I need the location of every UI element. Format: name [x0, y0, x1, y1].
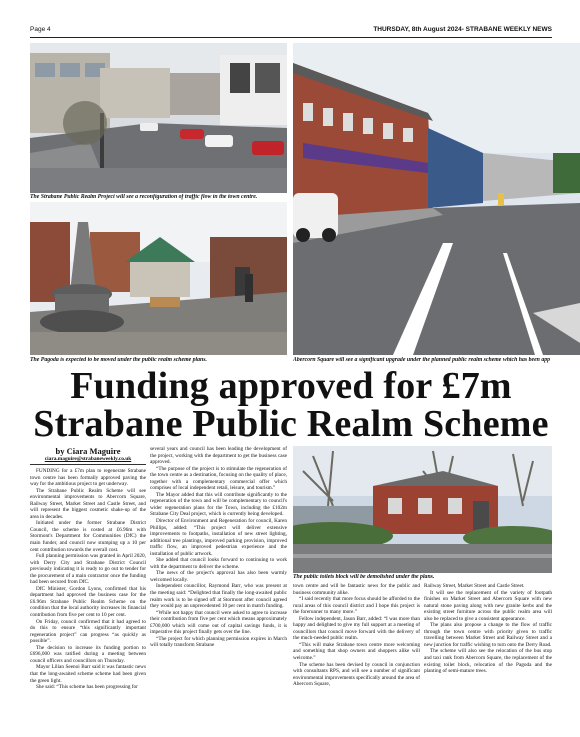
- caption-town-centre-street: The Strabane Public Realm Project will see a reconfiguration of traffic flow in the town centre.: [30, 194, 258, 200]
- paragraph: The plans also propose a change to the flow of traffic through the town centre with priority given to traffic travelling between Market Street and Railway Street and a new junction for traffic wishing to turn onto the Derry Road.: [424, 622, 552, 648]
- paragraph: The decision to increase its funding portion to £696,000 was ratified during a meeting between council officers and councillors on Thursday.: [30, 644, 146, 664]
- paragraph: “This will make Strabane town centre more welcoming and something that shop owners and shoppers alike will welcome.”: [293, 641, 420, 662]
- paragraph: FUNDING for a £7m plan to regenerate Strabane town centre has been formally approved paving the way for the ambitious project to get underway.: [30, 468, 146, 488]
- paragraph: On Friday, council confirmed that it had agreed to do this to ensure “this significantly important regeneration project” can progress “as quickly as possible”.: [30, 618, 146, 645]
- photo-abercorn-square: [293, 43, 580, 355]
- paragraph: several years and council has been leading the development of the project, working with the department to get the business case approved.: [150, 446, 287, 466]
- author-email-link[interactable]: ciara.maguire@strabaneweekly.co.uk: [44, 456, 132, 462]
- headline-line-2: Strabane Public Realm Scheme: [33, 403, 549, 445]
- paragraph: “While not happy that council were asked to agree to increase their contribution from five per cent which means approximately £700,000 which will come out of capital savings funds, it is imperative this project finally gets over the line.: [150, 609, 287, 636]
- byline: [30, 446, 146, 463]
- article-column-3: [293, 583, 420, 728]
- photo-town-centre-street: [30, 43, 287, 193]
- paragraph: “I said recently that more focus should be afforded to the rural areas of this council district and I hope this project is the forerunner to many more.”: [293, 596, 420, 616]
- headline-line-1: Funding approved for £7m: [70, 365, 512, 407]
- article-column-1: [30, 468, 146, 728]
- paragraph: Full planning permission was granted in April 2020, with Derry City and Strabane District Council previously indicating it is ready to go out to tender for the procurement of a main contractor once the funding had been secured from DfC.: [30, 553, 146, 586]
- paragraph: The Strabane Public Realm Scheme will see environmental improvements to Abercorn Square, Railway Street, Market Street and Castle Street, and will represent the biggest cosmetic shake-up of the area in decades.: [30, 487, 146, 520]
- paragraph: Fellow independent, Jason Barr, added: “I was more than happy and delighted to give my full support at a meeting of councillors that council move forward with the delivery of the much-needed public realm.: [293, 615, 420, 642]
- article-column-4: [424, 583, 552, 728]
- paragraph: The scheme will also see the relocation of the bus stop and taxi rank from Abercorn Square, the replacement of the existing toilet block, relocation of the Pagoda and the planting of semi-mature trees.: [424, 648, 552, 675]
- paragraph: Initiated under the former Strabane District Council, the scheme is costed at £6.96m with Stormont's Department for Communities (DfC) the main funder, and council now stumping up a 10 per cent contribution towards the overall cost.: [30, 520, 146, 553]
- article-column-2: [150, 446, 287, 728]
- paragraph: Mayor Lilian Seenoi Barr said it was fantastic news that the long-awaited scheme scheme had been given the green light.: [30, 664, 146, 684]
- author-name: by Ciara Maguire: [55, 446, 121, 456]
- page-number: Page 4: [30, 26, 51, 33]
- paragraph: Independent councillor, Raymond Barr, who was present at the meeting said: “Delighted that finally the long-awaited public realm work is to be signed off at Stormont after council agreed they would pay an unprecedented 10 per cent in match funding.: [150, 583, 287, 610]
- caption-pagoda: The Pagoda is expected to be moved under the public realm scheme plans.: [30, 357, 207, 363]
- header-rule: [30, 37, 552, 38]
- paragraph: town centre and will be fantastic news for the public and business community alike.: [293, 583, 420, 596]
- photo-toilet-block: [293, 446, 552, 573]
- caption-toilet-block: The public toilets block will be demolished under the plans.: [293, 574, 435, 580]
- paragraph: The scheme has been devised by council in conjunction with consultants RPS, and will see a number of significant environmental improvements specifically around the area of Abercorn Square,: [293, 661, 420, 688]
- paragraph: DfC Minister, Gordon Lyons, confirmed that his department had approved the business case for the £6.96m Strabane Public Realm Scheme on the condition that the local authority increases its financial contribution from five per cent to 10 per cent.: [30, 585, 146, 619]
- paragraph: She added that council looks forward to continuing to work with the department to deliver the scheme.: [150, 557, 287, 570]
- paragraph: Railway Street, Market Street and Castle Street.: [424, 583, 525, 589]
- paragraph: “The project for which planning permission expires in March will totally transform Strabane: [150, 635, 287, 649]
- dateline: THURSDAY, 8th August 2024- STRABANE WEEKLY NEWS: [373, 26, 552, 33]
- article-headline: [30, 367, 552, 443]
- paragraph: The Mayor added that this will contribute significantly to the regeneration of the town and will be complementary to council's wider regeneration plans for the Town, including the £102m Strabane City Deal project, which is currently being developed.: [150, 491, 287, 518]
- byline-rule: [30, 464, 146, 465]
- paragraph: She said: “This scheme has been progressing for: [36, 684, 138, 691]
- paragraph: It will see the replacement of the variety of footpath finishes on Market Street and Abercorn Square with new natural stone paving along with new granite kerbs and the existing street furniture across the public realm area will also be replaced to give a consistent appearance.: [424, 589, 552, 622]
- photo-pagoda: [30, 202, 287, 355]
- paragraph: Director of Environment and Regeneration for council, Karen Phillips, added: “This project will deliver extensive improvements to footpaths, installation of new street lighting, additional tree plantings, improved parking provision, improved traffic flow, an improved pedestrian experience and the installation of public artwork.: [150, 518, 287, 557]
- caption-abercorn-square: Abercorn Square will see a significant upgrade under the planned public realm scheme which has been app: [293, 357, 551, 363]
- paragraph: The news of the project's approval has also been warmly welcomed locally.: [150, 570, 287, 583]
- paragraph: “The purpose of the project is to stimulate the regeneration of the town centre as a destination, focusing on the quality of place, together with a complementary commercial offer which comprises of local independent retail, leisure, and tourism.”: [150, 465, 287, 492]
